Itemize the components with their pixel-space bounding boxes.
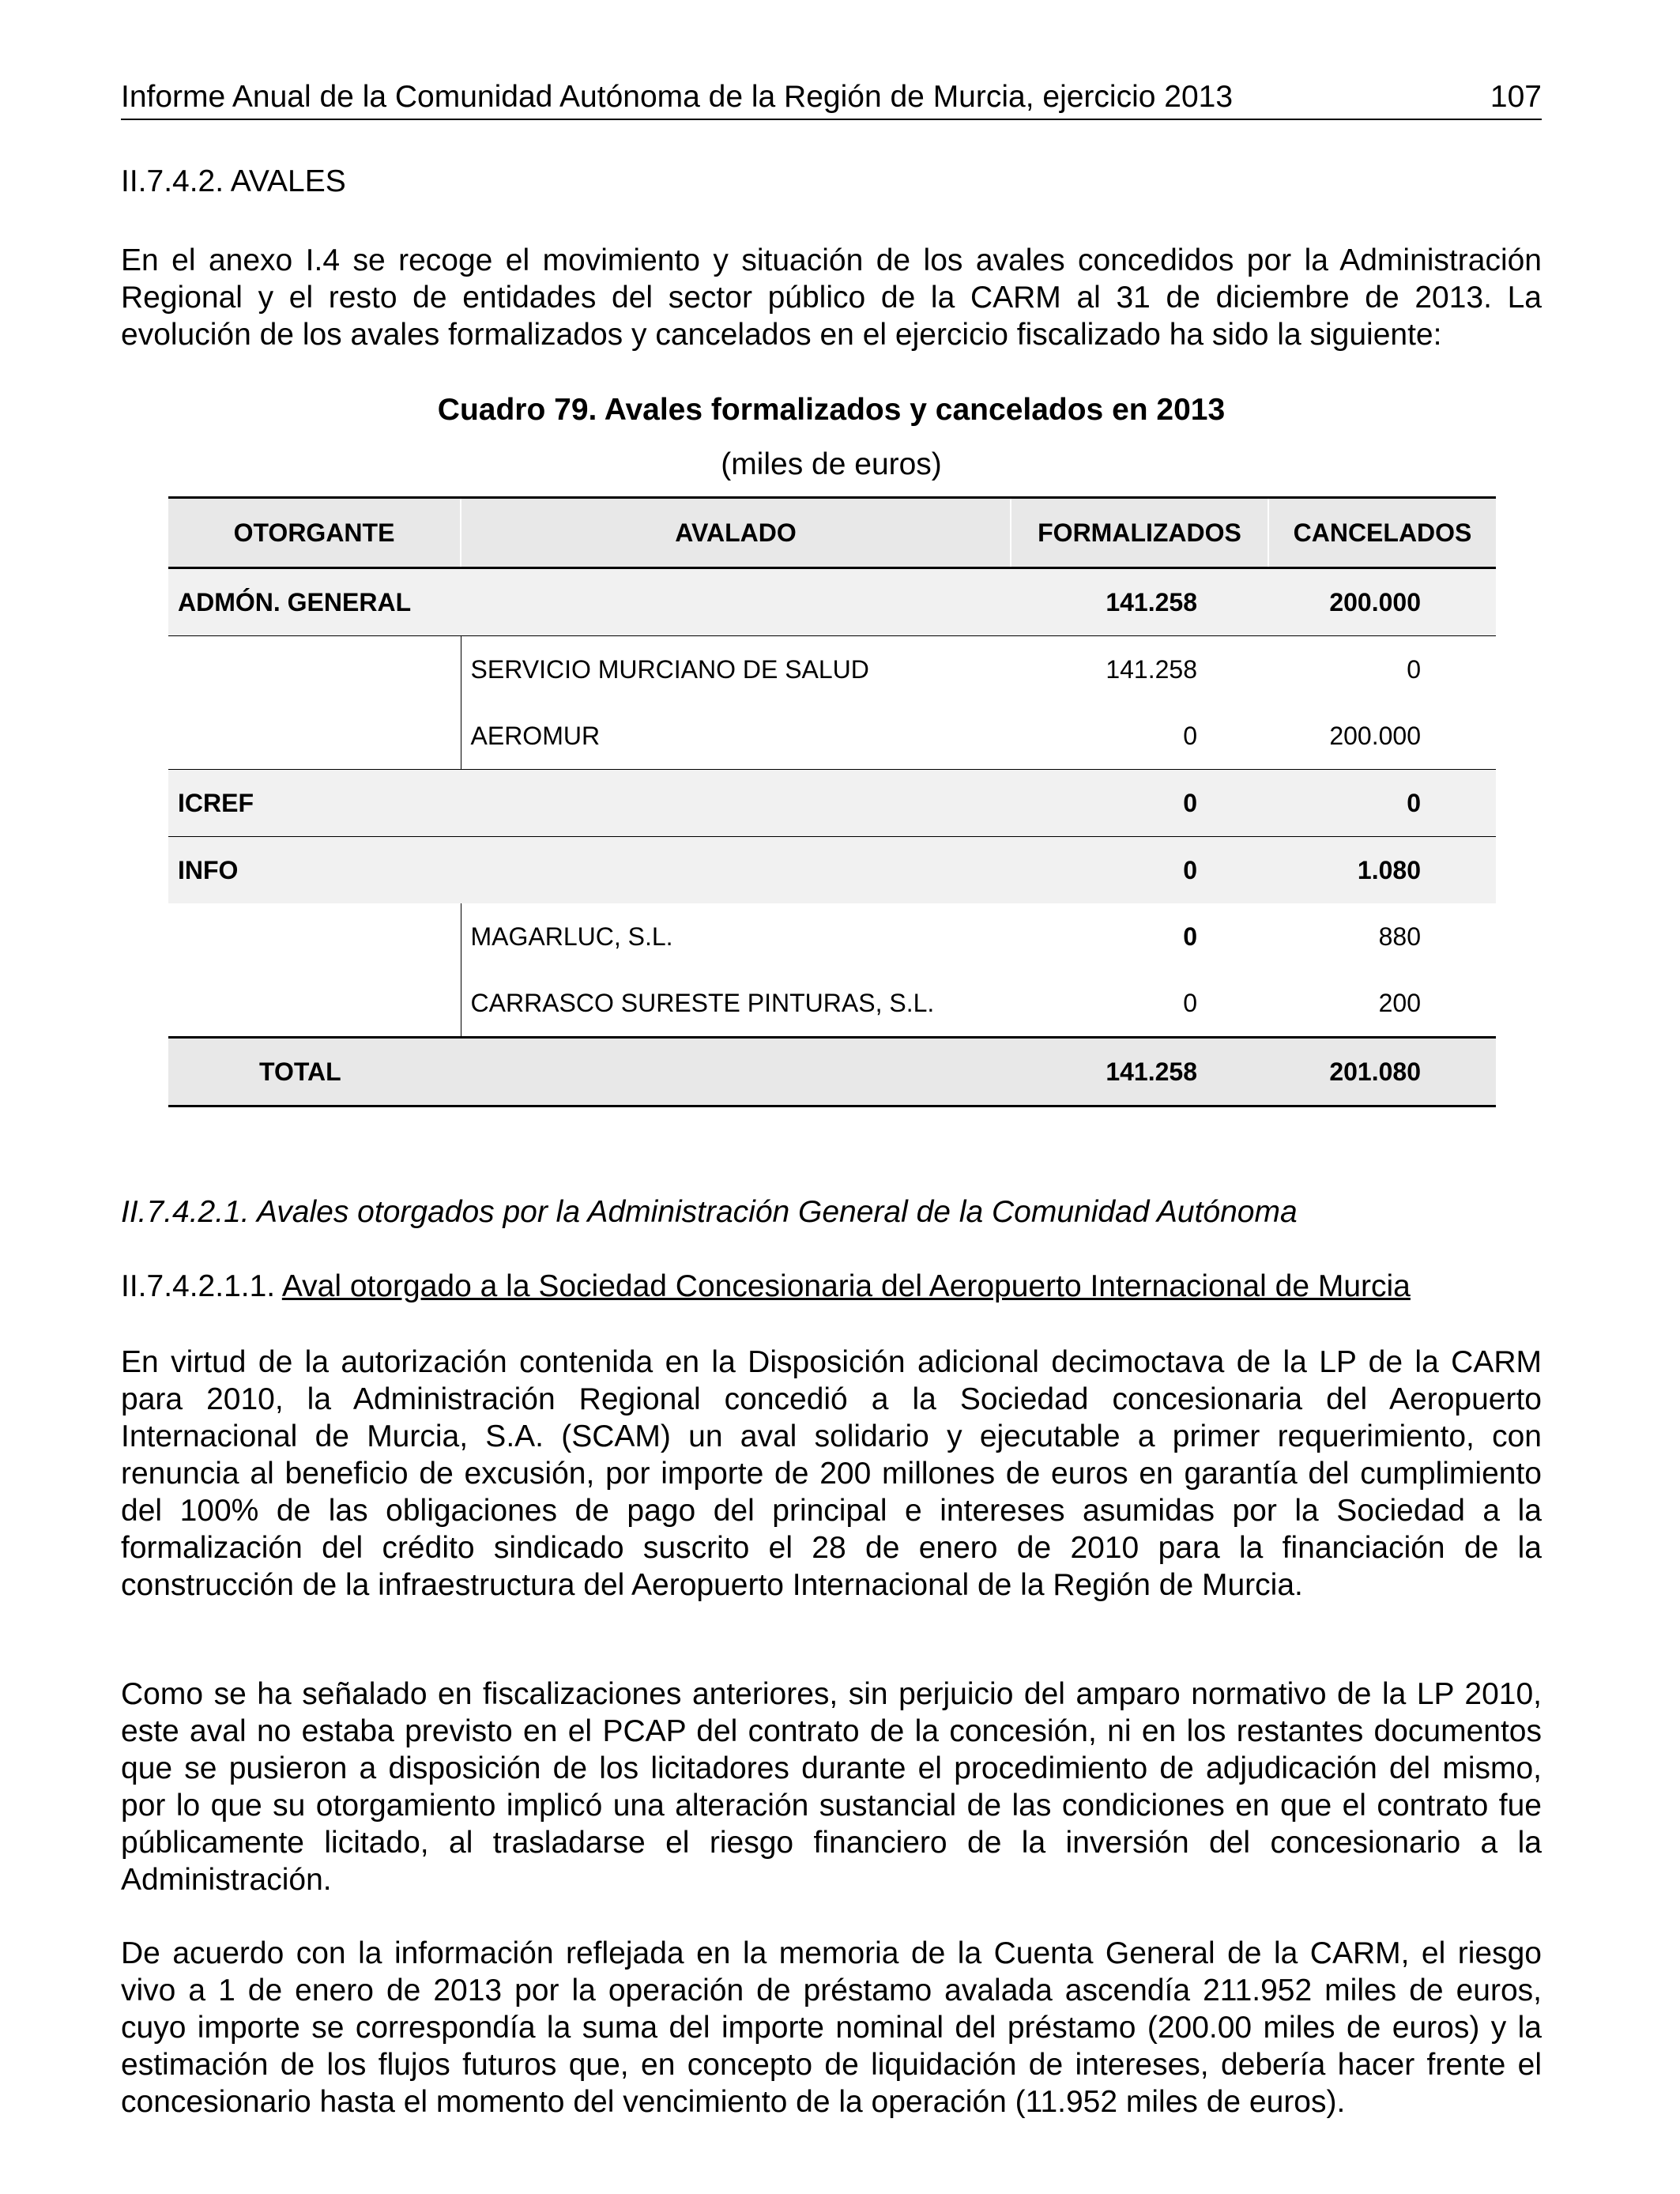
cell-otorgante: [168, 903, 461, 970]
header-otorgante: OTORGANTE: [168, 498, 461, 568]
table-row: [168, 636, 1496, 703]
body-paragraph-1: En virtud de la autorización contenida en la Disposición adicional decimoctava de la LP de la CARM para 2010, la Administración Regional concedió a la Sociedad concesionaria del Aeropuerto Internacional de Murcia, S.A. (SCAM) un aval solidario y ejecutable a primer requerimiento, con renuncia al beneficio de excusión, por importe de 200 millones de euros en garantía del cumplimiento del 100% de las obligaciones de pago del principal e intereses asumidas por la Sociedad a la formalización del crédito sindicado suscrito el 28 de enero de 2010 para la financiación de la construcción de la infraestructura del Aeropuerto Internacional de la Región de Murcia.: [121, 1345, 1542, 1602]
sub-subsection-number: II.7.4.2.1.1.: [121, 1269, 282, 1303]
cell-otorgante: [168, 970, 461, 1038]
cell-cancelados: 0: [1268, 770, 1496, 837]
header-title: Informe Anual de la Comunidad Autónoma de la Región de Murcia, ejercicio 2013: [121, 80, 1234, 114]
cell-avalado: [461, 770, 1011, 837]
cell-formalizados: 0: [1011, 970, 1268, 1038]
header-cancelados: CANCELADOS: [1268, 498, 1496, 568]
cell-otorgante: [168, 703, 461, 770]
cell-formalizados: 0: [1183, 922, 1197, 951]
table-row: [168, 970, 1496, 1038]
cell-avalado: CARRASCO SURESTE PINTURAS, S.L.: [461, 970, 1011, 1038]
cell-formalizados: 0: [1011, 837, 1268, 904]
table-row: [168, 568, 1496, 636]
cell-cancelados: 200.000: [1268, 703, 1496, 770]
header-avalado: AVALADO: [461, 498, 1011, 568]
table-row: [168, 770, 1496, 837]
table-row: [168, 837, 1496, 904]
cell-avalado: SERVICIO MURCIANO DE SALUD: [461, 636, 1011, 703]
cell-formalizados: 0: [1011, 770, 1268, 837]
cell-otorgante: ICREF: [168, 770, 461, 837]
total-label-text: TOTAL: [259, 1057, 341, 1086]
subsection-heading: II.7.4.2.1. Avales otorgados por la Administración General de la Comunidad Autónoma: [121, 1195, 1298, 1229]
table-row: [168, 703, 1496, 770]
table-units: (miles de euros): [721, 447, 942, 481]
cell-avalado: [461, 837, 1011, 904]
table-caption: Cuadro 79. Avales formalizados y cancelados en 2013: [437, 393, 1226, 427]
table-total-row: [168, 1038, 1496, 1106]
cell-cancelados: 880: [1378, 922, 1421, 951]
cell-formalizados: 141.258: [1106, 654, 1197, 684]
cell-otorgante: INFO: [168, 837, 461, 904]
cell-avalado: AEROMUR: [461, 703, 1011, 770]
body-paragraph-3: De acuerdo con la información reflejada en la memoria de la Cuenta General de la CARM, el riesgo vivo a 1 de enero de 2013 por la operación de préstamo avalada ascendía 211.952 miles de euros, cuyo importe se correspondía la suma del importe nominal del préstamo (200.00 miles de euros) y la estimación de los flujos futuros que, en concepto de liquidación de intereses, debería hacer frente el concesionario hasta el momento del vencimiento de la operación (11.952 miles de euros).: [121, 1936, 1542, 2119]
cell-cancelados: 1.080: [1268, 837, 1496, 904]
sub-subsection-title: Aval otorgado a la Sociedad Concesionaria del Aeropuerto Internacional de Murcia: [281, 1269, 1411, 1303]
cell-otorgante: [168, 636, 461, 703]
page-number: 107: [1490, 80, 1542, 114]
avales-table: [168, 496, 1496, 1107]
cell-avalado: [461, 568, 1011, 636]
total-cancelados: 201.080: [1268, 1038, 1496, 1106]
total-formalizados: 141.258: [1011, 1038, 1268, 1106]
body-paragraph-2: Como se ha señalado en fiscalizaciones anteriores, sin perjuicio del amparo normativo de la LP 2010, este aval no estaba previsto en el PCAP del contrato de la concesión, ni en los restantes documentos que se pusieron a disposición de los licitadores durante el procedimiento de adjudicación del mismo, por lo que su otorgamiento implicó una alteración sustancial de las condiciones en que el contrato fue públicamente licitado, al trasladarse el riesgo financiero de la inversión del concesionario a la Administración.: [121, 1677, 1542, 1897]
cell-cancelados: 200.000: [1268, 568, 1496, 636]
cell-cancelados: 0: [1407, 654, 1421, 684]
total-label: [168, 1038, 1011, 1106]
cell-avalado: MAGARLUC, S.L.: [461, 903, 1011, 970]
cell-cancelados: 200: [1268, 970, 1496, 1038]
cell-otorgante: ADMÓN. GENERAL: [168, 568, 461, 636]
table-row: [168, 903, 1496, 970]
intro-paragraph: En el anexo I.4 se recoge el movimiento y situación de los avales concedidos por la Administración Regional y el resto de entidades del sector público de la CARM al 31 de diciembre de 2013. La evolución de los avales formalizados y cancelados en el ejercicio fiscalizado ha sido la siguiente:: [121, 243, 1542, 352]
page-header: [121, 79, 1542, 120]
section-heading: II.7.4.2. AVALES: [121, 164, 346, 198]
sub-subsection-heading: [121, 1268, 1411, 1305]
cell-formalizados: 141.258: [1011, 568, 1268, 636]
table-header-row: [168, 498, 1496, 568]
cell-formalizados: 0: [1011, 703, 1268, 770]
header-formalizados: FORMALIZADOS: [1011, 498, 1268, 568]
